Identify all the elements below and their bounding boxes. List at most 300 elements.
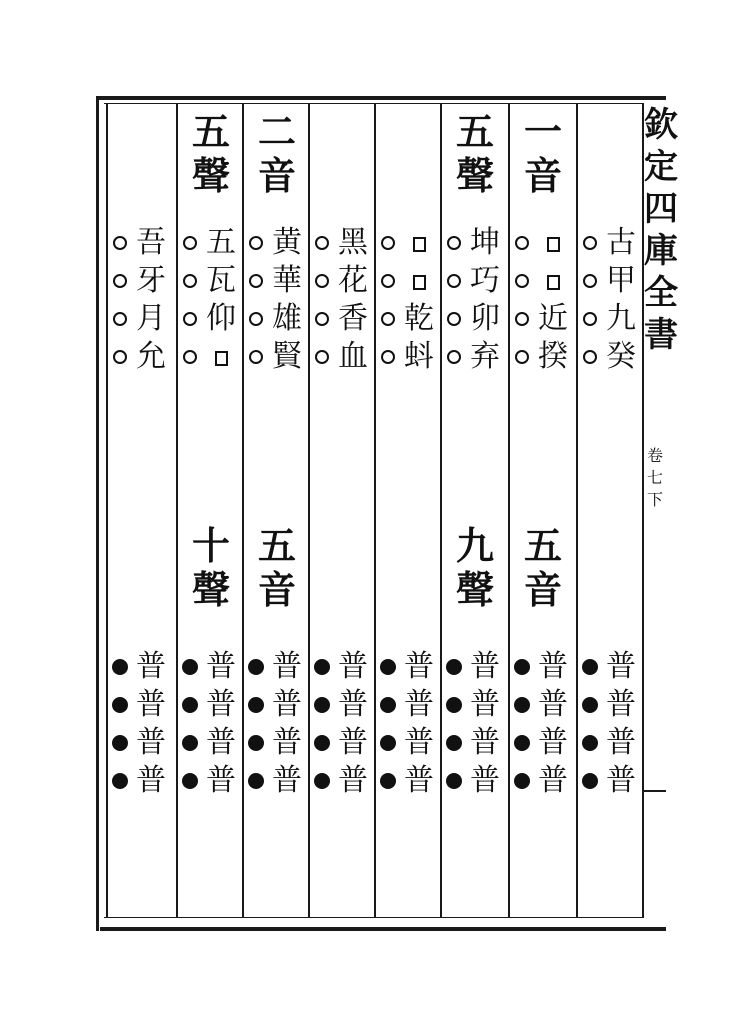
character: 普 <box>206 649 236 684</box>
tone-mark <box>376 312 400 326</box>
tone-mark <box>376 735 400 751</box>
title-char: 欽 <box>644 105 678 145</box>
tone-mark <box>310 350 334 364</box>
empty-box-icon <box>413 275 426 290</box>
tone-mark <box>510 312 534 326</box>
lower-heading <box>448 524 502 612</box>
character: 仰 <box>206 301 236 336</box>
character <box>534 263 572 299</box>
lower-entries <box>310 648 376 800</box>
table-column <box>108 104 174 916</box>
heading-char: 音 <box>257 153 296 198</box>
open-circle-icon <box>583 236 597 250</box>
filled-circle-icon <box>446 735 462 751</box>
character: 雄 <box>272 301 302 336</box>
title-char: 庫 <box>644 231 678 271</box>
filled-circle-icon <box>314 697 330 713</box>
list-item <box>510 686 576 724</box>
open-circle-icon <box>315 312 329 326</box>
tone-mark <box>108 697 132 713</box>
open-circle-icon <box>113 274 127 288</box>
character: 允 <box>136 339 166 374</box>
open-circle-icon <box>447 236 461 250</box>
character: 普 <box>338 649 368 684</box>
character: 普 <box>538 649 568 684</box>
list-item <box>178 224 244 262</box>
upper-entries <box>376 224 442 376</box>
lower-entries <box>108 648 174 800</box>
list-item <box>108 762 174 800</box>
list-item <box>310 762 376 800</box>
list-item <box>510 762 576 800</box>
tone-mark <box>108 350 132 364</box>
character: 乾 <box>404 301 434 336</box>
list-item <box>244 648 310 686</box>
character: 近 <box>538 301 568 336</box>
list-item <box>310 224 376 262</box>
tone-mark <box>578 697 602 713</box>
tone-mark <box>510 735 534 751</box>
character: 普 <box>338 725 368 760</box>
tone-mark <box>376 236 400 250</box>
title-char: 四 <box>644 189 678 229</box>
character: 黄 <box>272 225 302 260</box>
upper-entries <box>244 224 310 376</box>
character: 甲 <box>606 263 636 298</box>
open-circle-icon <box>315 236 329 250</box>
heading-char: 音 <box>523 153 562 198</box>
tone-mark <box>310 773 334 789</box>
character: 普 <box>470 725 500 760</box>
title-char: 全 <box>644 273 678 313</box>
character: 吾 <box>136 225 166 260</box>
tone-mark <box>510 350 534 364</box>
character: 月 <box>136 301 166 336</box>
open-circle-icon <box>183 350 197 364</box>
table-column <box>510 104 576 916</box>
open-circle-icon <box>249 350 263 364</box>
list-item <box>108 686 174 724</box>
open-circle-icon <box>183 312 197 326</box>
list-item <box>578 338 644 376</box>
heading-char: 五 <box>523 523 562 568</box>
list-item <box>310 648 376 686</box>
heading-char: 一 <box>523 109 562 154</box>
filled-circle-icon <box>248 735 264 751</box>
character: 普 <box>206 725 236 760</box>
list-item <box>376 648 442 686</box>
open-circle-icon <box>515 274 529 288</box>
empty-box-icon <box>413 237 426 252</box>
filled-circle-icon <box>446 773 462 789</box>
character: 普 <box>470 687 500 722</box>
upper-heading <box>448 110 502 198</box>
lower-entries <box>376 648 442 800</box>
list-item <box>244 338 310 376</box>
filled-circle-icon <box>582 697 598 713</box>
volume-char: 下 <box>646 490 663 509</box>
heading-char: 二 <box>257 109 296 154</box>
character: 弃 <box>470 339 500 374</box>
tone-mark <box>578 274 602 288</box>
open-circle-icon <box>113 350 127 364</box>
character: 牙 <box>136 263 166 298</box>
list-item <box>108 300 174 338</box>
list-item <box>244 224 310 262</box>
filled-circle-icon <box>380 773 396 789</box>
filled-circle-icon <box>514 659 530 675</box>
tone-mark <box>510 236 534 250</box>
list-item <box>442 762 508 800</box>
upper-entries <box>108 224 174 376</box>
open-circle-icon <box>249 312 263 326</box>
upper-entries <box>178 224 244 376</box>
open-circle-icon <box>447 350 461 364</box>
tone-mark <box>578 312 602 326</box>
character: 揆 <box>538 339 568 374</box>
open-circle-icon <box>381 236 395 250</box>
filled-circle-icon <box>582 735 598 751</box>
list-item <box>510 648 576 686</box>
list-item <box>578 648 644 686</box>
tone-mark <box>442 274 466 288</box>
tone-mark <box>442 735 466 751</box>
heading-char: 九 <box>455 523 494 568</box>
list-item <box>376 300 442 338</box>
tone-mark <box>244 659 268 675</box>
volume-label <box>644 445 666 511</box>
lower-entries <box>442 648 508 800</box>
tone-mark <box>108 236 132 250</box>
filled-circle-icon <box>248 773 264 789</box>
open-circle-icon <box>315 350 329 364</box>
table-column <box>178 104 244 916</box>
list-item <box>108 338 174 376</box>
volume-char: 七 <box>646 468 663 487</box>
character: 坤 <box>470 225 500 260</box>
bottom-border <box>100 927 666 931</box>
filled-circle-icon <box>582 659 598 675</box>
character: 華 <box>272 263 302 298</box>
character: 普 <box>136 725 166 760</box>
list-item <box>442 686 508 724</box>
list-item <box>310 262 376 300</box>
tone-mark <box>178 659 202 675</box>
tone-mark <box>578 659 602 675</box>
tone-mark <box>578 350 602 364</box>
heading-char: 五 <box>455 109 494 154</box>
filled-circle-icon <box>314 735 330 751</box>
filled-circle-icon <box>446 659 462 675</box>
tone-mark <box>510 697 534 713</box>
open-circle-icon <box>315 274 329 288</box>
heading-char: 五 <box>191 109 230 154</box>
list-item <box>108 262 174 300</box>
tone-mark <box>310 659 334 675</box>
list-item <box>510 224 576 262</box>
character: 普 <box>338 763 368 798</box>
tone-mark <box>310 312 334 326</box>
character: 香 <box>338 301 368 336</box>
heading-char: 十 <box>191 523 230 568</box>
tone-mark <box>310 236 334 250</box>
filled-circle-icon <box>514 773 530 789</box>
tone-mark <box>244 312 268 326</box>
list-item <box>376 686 442 724</box>
upper-entries <box>310 224 376 376</box>
open-circle-icon <box>113 236 127 250</box>
list-item <box>310 338 376 376</box>
character: 普 <box>606 687 636 722</box>
list-item <box>108 648 174 686</box>
book-title <box>644 104 678 356</box>
open-circle-icon <box>583 350 597 364</box>
filled-circle-icon <box>182 697 198 713</box>
character <box>202 339 240 375</box>
lower-heading <box>250 524 304 612</box>
character: 普 <box>606 649 636 684</box>
list-item <box>376 262 442 300</box>
tone-mark <box>178 735 202 751</box>
tone-mark <box>178 274 202 288</box>
character: 普 <box>538 687 568 722</box>
heading-char: 聲 <box>455 153 494 198</box>
character: 賢 <box>272 339 302 374</box>
tone-mark <box>310 735 334 751</box>
tone-mark <box>376 697 400 713</box>
filled-circle-icon <box>112 659 128 675</box>
list-item <box>442 724 508 762</box>
character: 巧 <box>470 263 500 298</box>
upper-entries <box>442 224 508 376</box>
heading-char: 音 <box>523 567 562 612</box>
tone-mark <box>578 735 602 751</box>
list-item <box>442 262 508 300</box>
tone-mark <box>442 697 466 713</box>
open-circle-icon <box>583 312 597 326</box>
list-item <box>244 724 310 762</box>
table-column <box>310 104 376 916</box>
tone-mark <box>178 236 202 250</box>
character: 古 <box>606 225 636 260</box>
tone-mark <box>442 773 466 789</box>
filled-circle-icon <box>514 735 530 751</box>
filled-circle-icon <box>182 659 198 675</box>
tone-mark <box>108 274 132 288</box>
filled-circle-icon <box>514 697 530 713</box>
list-item <box>178 724 244 762</box>
list-item <box>510 300 576 338</box>
outer-left-border <box>96 96 99 931</box>
character: 普 <box>538 725 568 760</box>
open-circle-icon <box>583 274 597 288</box>
tone-mark <box>178 773 202 789</box>
tone-mark <box>108 735 132 751</box>
character: 九 <box>606 301 636 336</box>
open-circle-icon <box>183 236 197 250</box>
list-item <box>510 338 576 376</box>
tone-mark <box>376 773 400 789</box>
list-item <box>244 762 310 800</box>
filled-circle-icon <box>380 697 396 713</box>
heading-char: 聲 <box>191 567 230 612</box>
tone-mark <box>510 773 534 789</box>
character: 普 <box>272 649 302 684</box>
title-char: 書 <box>644 315 678 355</box>
lower-heading <box>184 524 238 612</box>
empty-box-icon <box>547 275 560 290</box>
list-item <box>376 224 442 262</box>
list-item <box>310 300 376 338</box>
filled-circle-icon <box>248 697 264 713</box>
tone-mark <box>178 697 202 713</box>
character: 普 <box>272 687 302 722</box>
character: 普 <box>606 763 636 798</box>
list-item <box>442 300 508 338</box>
character: 普 <box>338 687 368 722</box>
tone-mark <box>244 274 268 288</box>
list-item <box>310 686 376 724</box>
open-circle-icon <box>113 312 127 326</box>
table-column <box>244 104 310 916</box>
list-item <box>244 300 310 338</box>
list-item <box>178 686 244 724</box>
list-item <box>510 262 576 300</box>
filled-circle-icon <box>182 735 198 751</box>
list-item <box>178 648 244 686</box>
character: 血 <box>338 339 368 374</box>
character: 普 <box>206 763 236 798</box>
list-item <box>578 300 644 338</box>
upper-entries <box>578 224 644 376</box>
tone-mark <box>510 274 534 288</box>
filled-circle-icon <box>582 773 598 789</box>
table-column <box>376 104 442 916</box>
list-item <box>178 762 244 800</box>
list-item <box>108 724 174 762</box>
tone-mark <box>108 659 132 675</box>
list-item <box>376 724 442 762</box>
volume-char: 卷 <box>646 446 663 465</box>
lower-entries <box>244 648 310 800</box>
character: 普 <box>136 687 166 722</box>
lower-heading <box>516 524 570 612</box>
character <box>534 225 572 261</box>
tone-mark <box>108 312 132 326</box>
upper-entries <box>510 224 576 376</box>
tone-mark <box>376 274 400 288</box>
filled-circle-icon <box>112 735 128 751</box>
list-item <box>578 224 644 262</box>
empty-box-icon <box>547 237 560 252</box>
upper-heading <box>184 110 238 198</box>
list-item <box>442 648 508 686</box>
list-item <box>578 724 644 762</box>
open-circle-icon <box>381 274 395 288</box>
empty-box-icon <box>215 351 228 366</box>
character: 普 <box>404 725 434 760</box>
filled-circle-icon <box>248 659 264 675</box>
open-circle-icon <box>447 312 461 326</box>
open-circle-icon <box>515 312 529 326</box>
tone-mark <box>244 350 268 364</box>
character: 普 <box>136 649 166 684</box>
tone-mark <box>376 659 400 675</box>
heading-char: 聲 <box>191 153 230 198</box>
open-circle-icon <box>249 274 263 288</box>
character: 花 <box>338 263 368 298</box>
tone-mark <box>510 659 534 675</box>
character: 五 <box>206 225 236 260</box>
tone-mark <box>376 350 400 364</box>
list-item <box>178 262 244 300</box>
character: 普 <box>206 687 236 722</box>
open-circle-icon <box>249 236 263 250</box>
list-item <box>578 262 644 300</box>
tone-mark <box>244 735 268 751</box>
tone-mark <box>244 773 268 789</box>
character: 普 <box>404 687 434 722</box>
lower-entries <box>178 648 244 800</box>
filled-circle-icon <box>380 659 396 675</box>
list-item <box>578 686 644 724</box>
margin-mark <box>644 790 666 792</box>
open-circle-icon <box>381 312 395 326</box>
filled-circle-icon <box>314 659 330 675</box>
tone-mark <box>442 236 466 250</box>
list-item <box>108 224 174 262</box>
heading-char: 五 <box>257 523 296 568</box>
tone-mark <box>578 236 602 250</box>
filled-circle-icon <box>112 697 128 713</box>
lower-entries <box>510 648 576 800</box>
filled-circle-icon <box>182 773 198 789</box>
character: 卯 <box>470 301 500 336</box>
list-item <box>442 224 508 262</box>
list-item <box>244 262 310 300</box>
tone-mark <box>178 312 202 326</box>
character: 普 <box>136 763 166 798</box>
character: 癸 <box>606 339 636 374</box>
tone-mark <box>442 350 466 364</box>
tone-mark <box>310 274 334 288</box>
filled-circle-icon <box>446 697 462 713</box>
character: 瓦 <box>206 263 236 298</box>
upper-heading <box>250 110 304 198</box>
character: 普 <box>404 649 434 684</box>
open-circle-icon <box>381 350 395 364</box>
lower-entries <box>578 648 644 800</box>
open-circle-icon <box>447 274 461 288</box>
tone-mark <box>442 659 466 675</box>
character: 黑 <box>338 225 368 260</box>
table-column <box>578 104 644 916</box>
heading-char: 音 <box>257 567 296 612</box>
tone-mark <box>442 312 466 326</box>
tone-mark <box>244 236 268 250</box>
heading-char: 聲 <box>455 567 494 612</box>
tone-mark <box>578 773 602 789</box>
character: 普 <box>470 763 500 798</box>
list-item <box>178 300 244 338</box>
list-item <box>578 762 644 800</box>
character <box>400 263 438 299</box>
filled-circle-icon <box>314 773 330 789</box>
tone-mark <box>244 697 268 713</box>
character: 普 <box>538 763 568 798</box>
list-item <box>376 338 442 376</box>
character: 普 <box>404 763 434 798</box>
